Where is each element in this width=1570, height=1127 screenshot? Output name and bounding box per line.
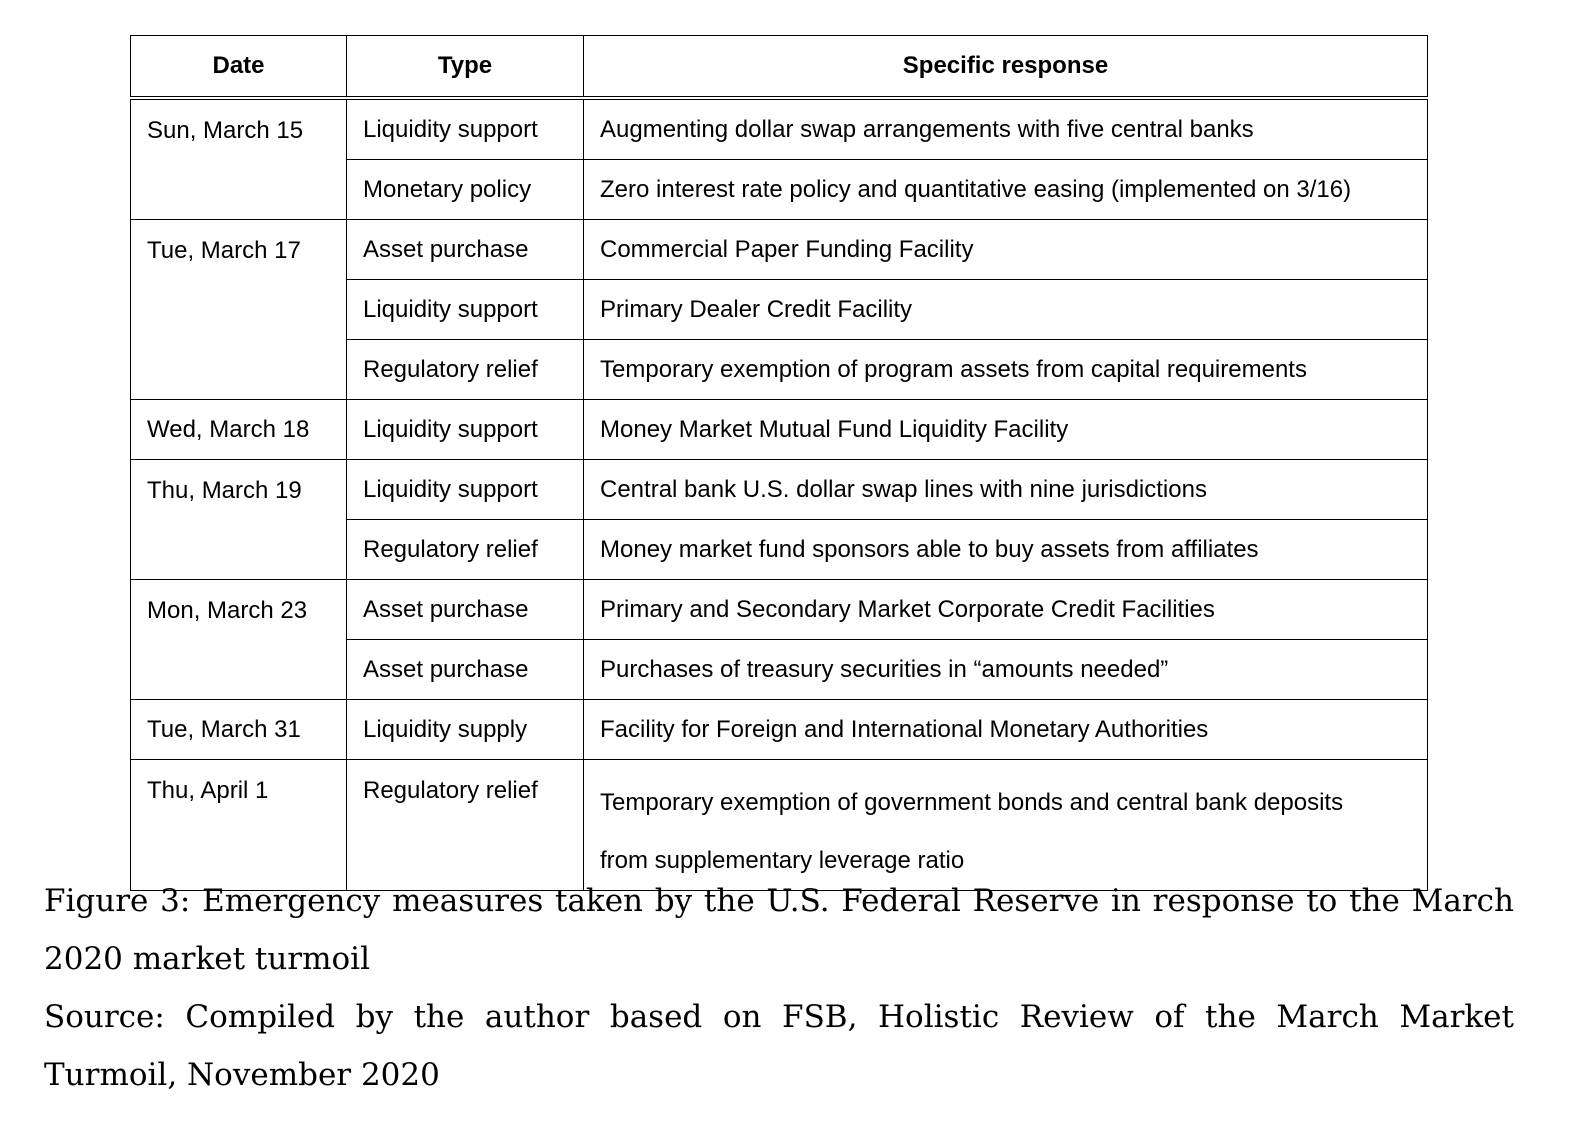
- type-cell: Monetary policy: [347, 160, 584, 220]
- response-cell: Zero interest rate policy and quantitative easing (implemented on 3/16): [584, 160, 1428, 220]
- table-row: [131, 98, 1428, 160]
- date-cell: Wed, March 18: [131, 400, 347, 460]
- response-cell: Primary Dealer Credit Facility: [584, 280, 1428, 340]
- header-date: Date: [131, 36, 347, 99]
- response-cell: Facility for Foreign and International Monetary Authorities: [584, 700, 1428, 760]
- type-cell: Asset purchase: [347, 640, 584, 700]
- response-cell: Primary and Secondary Market Corporate Credit Facilities: [584, 580, 1428, 640]
- figure-caption: [44, 872, 1514, 1104]
- response-line: from supplementary leverage ratio: [600, 847, 965, 874]
- measures-table-container: [130, 35, 1427, 891]
- figure-source: Source: Compiled by the author based on FSB, Holistic Review of the March Market Turmoil, November 2020: [44, 999, 1514, 1093]
- type-cell: Asset purchase: [347, 220, 584, 280]
- date-cell: Thu, April 1: [131, 760, 347, 891]
- response-cell: [584, 760, 1428, 891]
- table-row: [131, 460, 1428, 520]
- response-cell: Money market fund sponsors able to buy assets from affiliates: [584, 520, 1428, 580]
- table-header: [131, 36, 1428, 99]
- header-response: Specific response: [584, 36, 1428, 99]
- date-cell: Thu, March 19: [131, 460, 347, 580]
- table-row: [131, 700, 1428, 760]
- table-body: [131, 98, 1428, 891]
- measures-table: [130, 35, 1428, 891]
- table-row: [131, 760, 1428, 891]
- type-cell: Liquidity support: [347, 400, 584, 460]
- date-cell: Tue, March 17: [131, 220, 347, 400]
- response-cell: Augmenting dollar swap arrangements with five central banks: [584, 98, 1428, 160]
- type-cell: Liquidity support: [347, 98, 584, 160]
- type-cell: Liquidity support: [347, 460, 584, 520]
- type-cell: Regulatory relief: [347, 340, 584, 400]
- response-cell: Purchases of treasury securities in “amounts needed”: [584, 640, 1428, 700]
- date-cell: Tue, March 31: [131, 700, 347, 760]
- figure-title: Figure 3: Emergency measures taken by the U.S. Federal Reserve in response to the March 2020 market turmoil: [44, 883, 1514, 977]
- type-cell: Regulatory relief: [347, 760, 584, 891]
- response-cell: Money Market Mutual Fund Liquidity Facility: [584, 400, 1428, 460]
- table-row: [131, 580, 1428, 640]
- table-row: [131, 400, 1428, 460]
- header-type: Type: [347, 36, 584, 99]
- type-cell: Liquidity support: [347, 280, 584, 340]
- response-line: Temporary exemption of government bonds and central bank deposits: [600, 789, 1344, 816]
- response-cell: Central bank U.S. dollar swap lines with nine jurisdictions: [584, 460, 1428, 520]
- type-cell: Asset purchase: [347, 580, 584, 640]
- type-cell: Regulatory relief: [347, 520, 584, 580]
- response-cell: Temporary exemption of program assets from capital requirements: [584, 340, 1428, 400]
- date-cell: Sun, March 15: [131, 98, 347, 220]
- type-cell: Liquidity supply: [347, 700, 584, 760]
- header-row: [131, 36, 1428, 99]
- date-cell: Mon, March 23: [131, 580, 347, 700]
- table-row: [131, 220, 1428, 280]
- response-cell: Commercial Paper Funding Facility: [584, 220, 1428, 280]
